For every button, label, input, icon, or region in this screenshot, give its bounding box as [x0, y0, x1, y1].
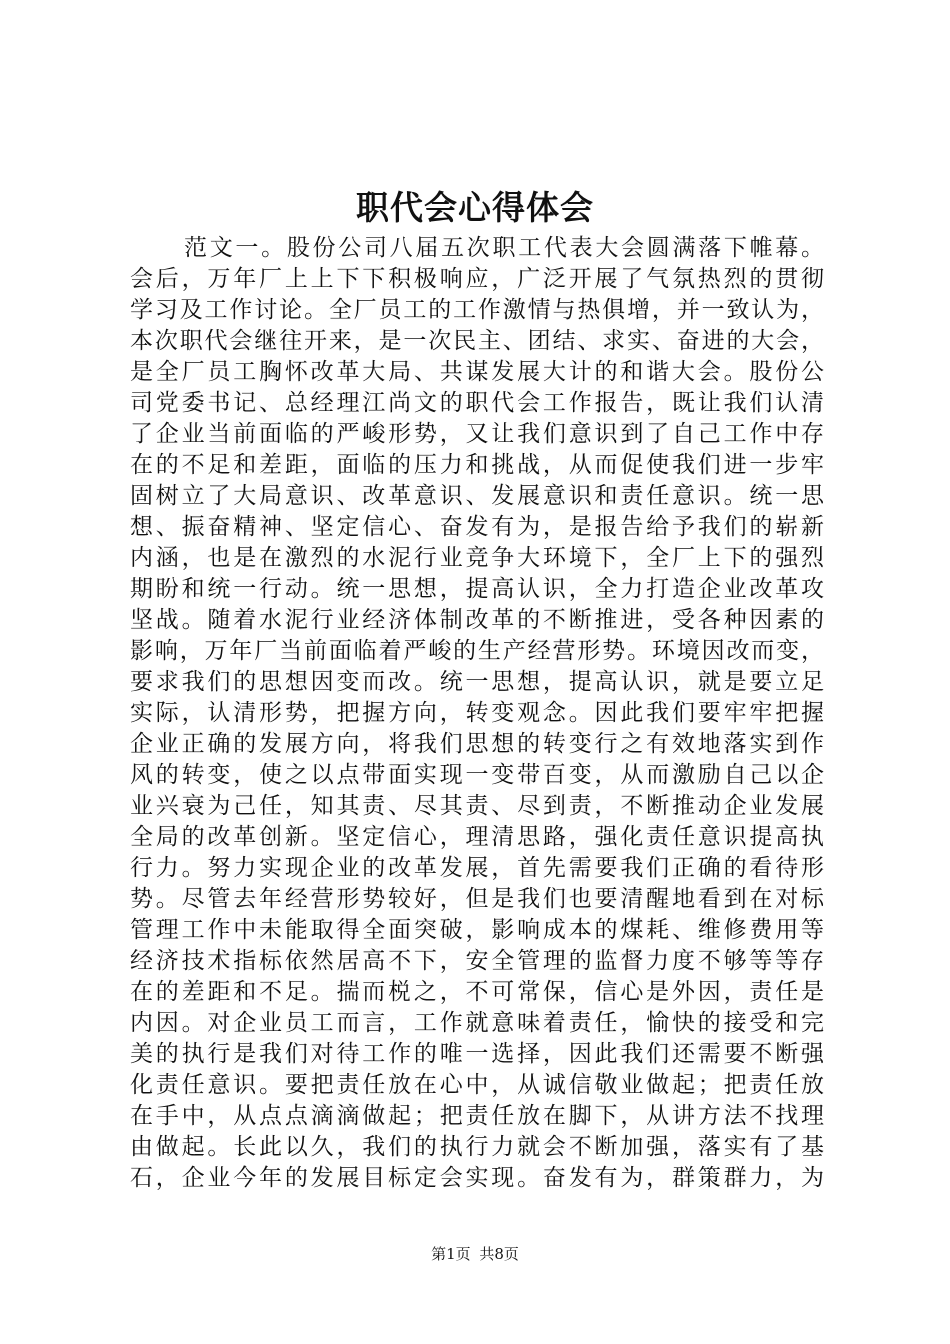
body-line: 了企业当前面临的严峻形势，又让我们意识到了自己工作中存: [130, 421, 824, 447]
body-line: 影响，万年厂当前面临着严峻的生产经营形势。环境因改而变，: [130, 638, 824, 664]
body-line: 势。尽管去年经营形势较好，但是我们也要清醒地看到在对标: [130, 886, 824, 912]
body-line: 化责任意识。要把责任放在心中，从诚信敬业做起；把责任放: [130, 1072, 824, 1098]
body-line: 坚战。随着水泥行业经济体制改革的不断推进，受各种因素的: [130, 607, 824, 633]
body-line: 全局的改革创新。坚定信心，理清思路，强化责任意识提高执: [130, 824, 824, 850]
body-line: 在的不足和差距，面临的压力和挑战，从而促使我们进一步牢: [130, 452, 824, 478]
body-line: 在手中，从点点滴滴做起；把责任放在脚下，从讲方法不找理: [130, 1103, 824, 1129]
body-line: 在的差距和不足。揣而棁之，不可常保，信心是外因，责任是: [130, 979, 824, 1005]
body-line: 要求我们的思想因变而改。统一思想，提高认识，就是要立足: [130, 669, 824, 695]
body-line: 会后，万年厂上上下下积极响应，广泛开展了气氛热烈的贯彻: [130, 266, 824, 292]
body-line: 司党委书记、总经理江尚文的职代会工作报告，既让我们认清: [130, 390, 824, 416]
page-footer: [0, 1242, 950, 1266]
body-line: 企业正确的发展方向，将我们思想的转变行之有效地落实到作: [130, 731, 824, 757]
body-line: 学习及工作讨论。全厂员工的工作激情与热俱增，并一致认为，: [130, 297, 824, 323]
body-line: 风的转变，使之以点带面实现一变带百变，从而激励自己以企: [130, 762, 824, 788]
page-total: 共8页: [479, 1245, 519, 1263]
body-line: 实际，认清形势，把握方向，转变观念。因此我们要牢牢把握: [130, 700, 824, 726]
body-line: 业兴衰为己任，知其责、尽其责、尽到责，不断推动企业发展: [130, 793, 824, 819]
page-number: 第1页: [431, 1245, 471, 1263]
body-line: 经济技术指标依然居高不下，安全管理的监督力度不够等等存: [130, 948, 824, 974]
body-line: 美的执行是我们对待工作的唯一选择，因此我们还需要不断强: [130, 1041, 824, 1067]
body-line: 内涵，也是在激烈的水泥行业竞争大环境下，全厂上下的强烈: [130, 545, 824, 571]
body-line: 固树立了大局意识、改革意识、发展意识和责任意识。统一思: [130, 483, 824, 509]
document-title: 职代会心得体会: [356, 188, 594, 227]
body-line: 内因。对企业员工而言，工作就意味着责任，愉快的接受和完: [130, 1010, 824, 1036]
body-line: 行力。努力实现企业的改革发展，首先需要我们正确的看待形: [130, 855, 824, 881]
body-line: 想、振奋精神、坚定信心、奋发有为，是报告给予我们的崭新: [130, 514, 824, 540]
body-line: 石，企业今年的发展目标定会实现。奋发有为，群策群力，为: [130, 1165, 824, 1191]
document-body: [130, 233, 824, 1194]
body-line: 由做起。长此以久，我们的执行力就会不断加强，落实有了基: [130, 1134, 824, 1160]
body-line: 是全厂员工胸怀改革大局、共谋发展大计的和谐大会。股份公: [130, 359, 824, 385]
body-line: 期盼和统一行动。统一思想，提高认识，全力打造企业改革攻: [130, 576, 824, 602]
body-line: 管理工作中未能取得全面突破，影响成本的煤耗、维修费用等: [130, 917, 824, 943]
body-line: 范文一。股份公司八届五次职工代表大会圆满落下帷幕。: [184, 235, 824, 261]
body-line: 本次职代会继往开来，是一次民主、团结、求实、奋进的大会，: [130, 328, 824, 354]
